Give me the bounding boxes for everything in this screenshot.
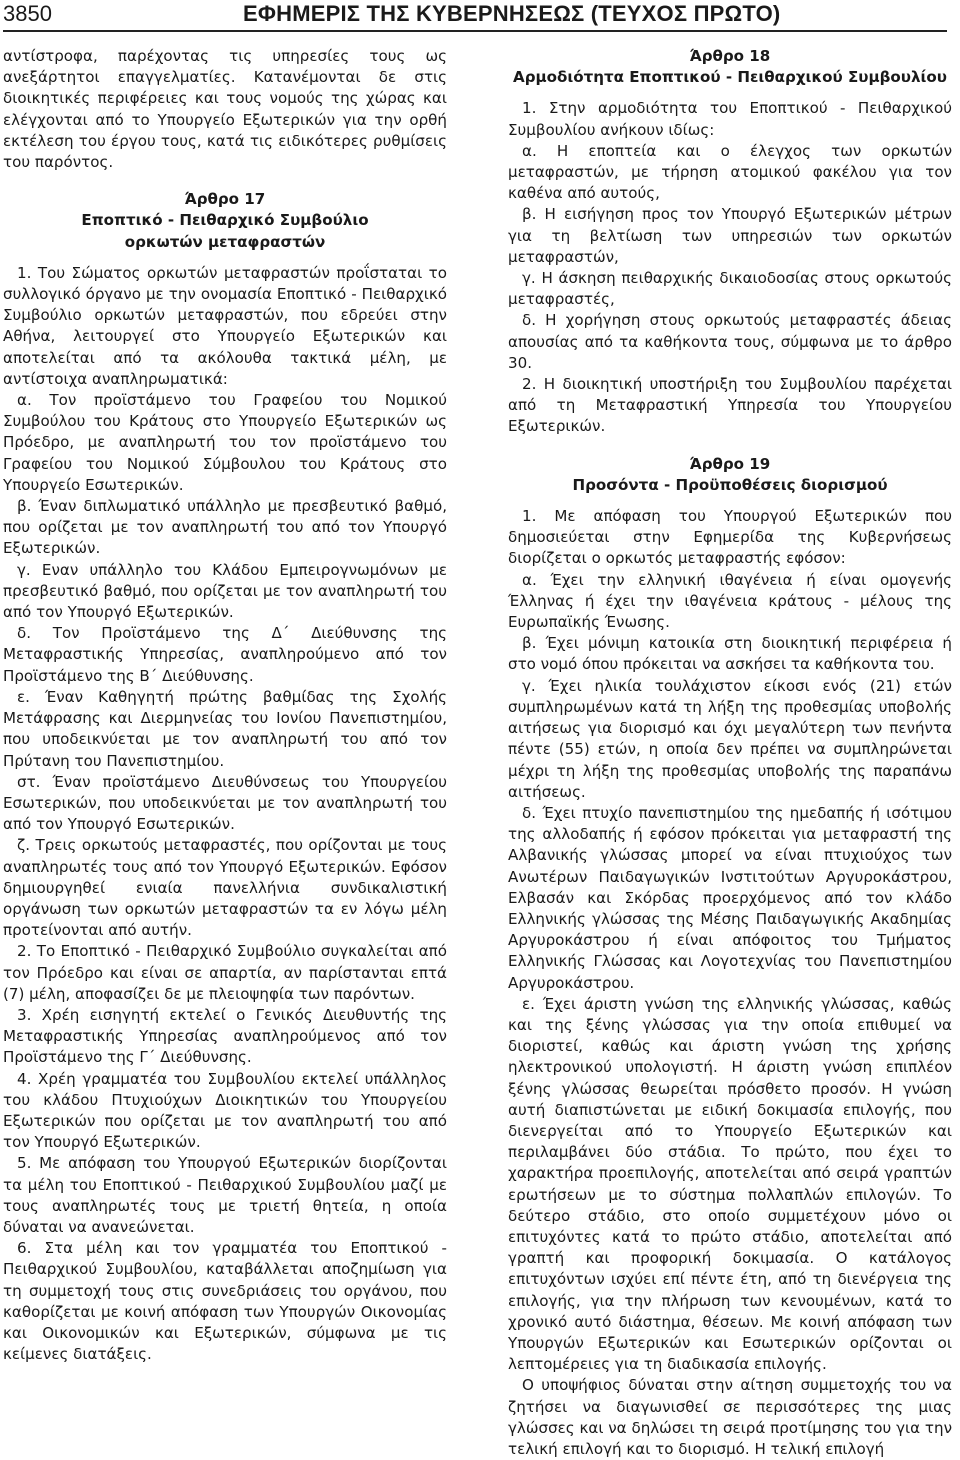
article-19-item-d: δ. Έχει πτυχίο πανεπιστημίου της ημεδαπής ή ισότιμου της αλλοδαπής ή εφόσον πρόκειται για μεταφραστή της Αλβανικής γλώσσας μπορεί να είναι πτυχιούχος των Ανωτέρων Παιδαγωγικών Ινστιτούτων Αργυροκάστρου, Ελβασάν και Σκόρδας προερχόμενος από τον κλάδο Ελληνικής γλώσσας της Μέσης Παιδαγωγικής Ακαδημίας Αργυροκάστρου ή είναι απόφοιτος του Τμήματος Ελληνικής Γλώσσας και Λογοτεχνίας του Πανεπιστημίου Αργυροκάστρου.	[508, 803, 952, 992]
article-19-number: Άρθρο 19	[689, 454, 771, 473]
article-17-paragraph-4: 4. Χρέη γραμματέα του Συμβουλίου εκτελεί υπάλληλος του κλάδου Πτυχιούχων Διοικητικών του Υπουργείου Εξωτερικών που ορίζεται με τον αναπληρωτή του από τον Υπουργό Εξωτερικών.	[3, 1069, 447, 1152]
article-17-paragraph-3: 3. Χρέη εισηγητή εκτελεί ο Γενικός Διευθυντής της Μεταφραστικής Υπηρεσίας αναπληρούμενος από τον Προϊστάμενο της Γ΄ Διεύθυνσης.	[3, 1005, 447, 1067]
article-17-item-b: β. Έναν διπλωματικό υπάλληλο με πρεσβευτικό βαθμό, που ορίζεται με τον αναπληρωτή του από τον Υπουργό Εξωτερικών.	[3, 497, 447, 558]
article-18-item-b: β. Η εισήγηση προς τον Υπουργό Εξωτερικών μέτρων για τη βελτίωση των υπηρεσιών των ορκωτών μεταφραστών,	[508, 205, 952, 266]
page-number: 3850	[3, 1, 52, 26]
article-18-title: Αρμοδιότητα Εποπτικού - Πειθαρχικού Συμβουλίου	[513, 68, 947, 87]
article-19-item-c: γ. Έχει ηλικία τουλάχιστον είκοσι ενός (21) ετών συμπληρωμένων κατά τη λήξη της προθεσμίας υποβολής αιτήσεως για διορισμό και όχι μεγαλύτερη των πενήντα πέντε (55) ετών, η οποία δεν πρέπει να συμπληρώνεται μέχρι τη λήξη της προθεσμίας υποβολής της παραπάνω αιτήσεως.	[508, 676, 952, 801]
article-19-candidate-paragraph: Ο υποψήφιος δύναται στην αίτηση συμμετοχής του να ζητήσει να διαγωνισθεί σε περισσότερες της μιας γλώσσες και να δηλώσει τη σειρά προτίμησης του για την τελική επιλογή και το διορισμό. Η τελική επιλογή	[508, 1376, 952, 1458]
article-17-paragraph-6: 6. Στα μέλη και τον γραμματέα του Εποπτικού - Πειθαρχικού Συμβουλίου, καταβάλλεται αποζημίωση για τη συμμετοχή τους στις συνεδριάσεις του οργάνου, που καθορίζεται με κοινή απόφαση των Υπουργών Οικονομίας και Οικονομικών και Εξωτερικών, σύμφωνα με τις κείμενες διατάξεις.	[3, 1239, 447, 1364]
article-19-item-e: ε. Έχει άριστη γνώση της ελληνικής γλώσσας, καθώς και της ξένης γλώσσας για την οποία επιθυμεί να διοριστεί, καθώς και άριστη γνώση της χρήσης ηλεκτρονικού υπολογιστή. Η άριστη γνώση επιπλέον ξένης γλώσσας θεωρείται πρόσθετο προσόν. Η γνώση αυτή διαπιστώνεται με ειδική δοκιμασία επιλογής, που διενεργείται από το Υπουργείο Εξωτερικών και περιλαμβάνει δύο στάδια. Το πρώτο, που έχει το χαρακτήρα προεπιλογής, αποτελείται από σειρά γραπτών ερωτήσεων με το σύστημα πολλαπλών επιλογών. Το δεύτερο στάδιο, στο οποίο συμμετέχουν μόνο οι επιτυχόντες κατά το πρώτο στάδιο, αποτελείται από γραπτή και προφορική δοκιμασία. Ο κατάλογος επιτυχόντων ισχύει επί πέντε έτη, από τη διενέργεια της επιλογής, για την πλήρωση των κενουμένων, κατά το χρονικό αυτό διάστημα, θέσεων. Με κοινή απόφαση των Υπουργών Εξωτερικών και Εσωτερικών ορίζονται οι λεπτομέρειες για τη διαδικασία επιλογής.	[508, 994, 952, 1374]
left-column	[3, 46, 447, 1365]
gazette-title: ΕΦΗΜΕΡΙΣ ΤΗΣ ΚΥΒΕΡΝΗΣΕΩΣ (ΤΕΥΧΟΣ ΠΡΩΤΟ)	[243, 1, 781, 26]
article-17-title-line-2: ορκωτών μεταφραστών	[124, 232, 326, 251]
article-17-item-st: στ. Έναν προϊστάμενο Διευθύνσεως του Υπουργείου Εσωτερικών, που υποδεικνύεται με τον αναπληρωτή του από τον Υπουργό Εσωτερικών.	[3, 772, 447, 834]
article-17-paragraph-5: 5. Με απόφαση του Υπουργού Εξωτερικών διορίζονται τα μέλη του Εποπτικού - Πειθαρχικού Συμβουλίου μαζί με τους αναπληρωτές τους με τριετή θητεία, η οποία δύναται να ανανεώνεται.	[3, 1154, 447, 1236]
article-18-paragraph-1: 1. Στην αρμοδιότητα του Εποπτικού - Πειθαρχικού Συμβουλίου ανήκουν ιδίως:	[508, 99, 952, 139]
article-17-item-d: δ. Τον Προϊστάμενο της Δ΄ Διεύθυνσης της Μεταφραστικής Υπηρεσίας, αναπληρούμενο από τον Προϊστάμενο της Β΄ Διεύθυνσης.	[3, 624, 447, 685]
article-19-title: Προσόντα - Προϋποθέσεις διορισμού	[572, 475, 888, 494]
article-17-item-c: γ. Εναν υπάλληλο του Κλάδου Εμπειρογνωμόνων με πρεσβευτικό βαθμό, που ορίζεται με τον αναπληρωτή του από τον Υπουργό Εξωτερικών.	[3, 560, 447, 622]
intro-paragraph: αντίστροφα, παρέχοντας τις υπηρεσίες τους ως ανεξάρτητοι επαγγελματίες. Κατανέμονται δε στις διοικητικές περιφέρειες και τους νομούς της χώρας και ελέγχονται από το Υπουργείο Εξωτερικών για την ορθή εκτέλεση του έργου τους, κατά τις ειδικότερες ρυθμίσεις του παρόντος.	[3, 47, 447, 172]
article-17-item-a: α. Τον προϊστάμενο του Γραφείου του Νομικού Συμβούλου του Κράτους στο Υπουργείο Εξωτερικών ως Πρόεδρο, με αναπληρωτή του τον προϊστάμενο του Γραφείου του Νομικού Σύμβουλου του Κράτους στο Υπουργείο Εσωτερικών.	[3, 391, 447, 494]
article-17-item-e: ε. Έναν Καθηγητή πρώτης βαθμίδας της Σχολής Μετάφρασης και Διερμηνείας του Ιονίου Πανεπιστημίου, που υποδεικνύεται με τον αναπληρωτή του από τον Πρύτανη του Πανεπιστημίου.	[3, 687, 447, 770]
page-header	[3, 0, 947, 32]
article-18-paragraph-2: 2. Η διοικητική υποστήριξη του Συμβουλίου παρέχεται από τη Μεταφραστική Υπηρεσία του Υπουργείου Εξωτερικών.	[508, 375, 952, 436]
article-19-item-b: β. Έχει μόνιμη κατοικία στη διοικητική περιφέρεια ή στο νομό όπου πρόκειται να ασκήσει τα καθήκοντα του.	[508, 634, 952, 674]
article-17-item-z: ζ. Τρεις ορκωτούς μεταφραστές, που ορίζονται με τους αναπληρωτές τους από τον Υπουργό Εξωτερικών. Εφόσον δημιουργηθεί ενιαία πανελλήνια συνδικαλιστική οργάνωση των ορκωτών μεταφραστών τα εν λόγω μέλη προτείνονται από αυτήν.	[3, 836, 447, 940]
article-18-item-a: α. Η εποπτεία και ο έλεγχος των ορκωτών μεταφραστών, με τήρηση ατομικού φακέλου για τον καθένα από αυτούς,	[508, 141, 952, 203]
article-18-item-c: γ. Η άσκηση πειθαρχικής δικαιοδοσίας στους ορκωτούς μεταφραστές,	[508, 269, 952, 309]
article-19-item-a: α. Έχει την ελληνική ιθαγένεια ή είναι ομογενής Έλληνας ή έχει την ιθαγένεια κράτους - μέλους της Ευρωπαϊκής Ένωσης.	[508, 570, 952, 632]
article-18-number: Άρθρο 18	[689, 47, 771, 65]
right-column	[508, 46, 952, 1460]
article-17-paragraph-2: 2. Το Εποπτικό - Πειθαρχικό Συμβούλιο συγκαλείται από τον Πρόεδρο και είναι σε απαρτία, αν παρίστανται επτά (7) μέλη, αποφασίζει δε με πλειοψηφία των παρόντων.	[3, 942, 447, 1003]
header-rule	[3, 30, 947, 32]
article-17-title-line-1: Εποπτικό - Πειθαρχικό Συμβούλιο	[81, 211, 369, 230]
article-19-paragraph-1: 1. Με απόφαση του Υπουργού Εξωτερικών που δημοσιεύεται στην Εφημερίδα της Κυβερνήσεως διορίζεται ο ορκωτός μεταφραστής εφόσον:	[508, 507, 952, 568]
article-17-number: Άρθρο 17	[184, 190, 266, 209]
article-18-item-d: δ. Η χορήγηση στους ορκωτούς μεταφραστές άδειας απουσίας από τα καθήκοντα τους, σύμφωνα με το άρθρο 30.	[508, 311, 952, 372]
article-17-paragraph-1: 1. Του Σώματος ορκωτών μεταφραστών προΐσταται το συλλογικό όργανο με την ονομασία Εποπτικό - Πειθαρχικό Συμβούλιο ορκωτών μεταφραστών, που εδρεύει στην Αθήνα, λειτουργεί στο Υπουργείο Εξωτερικών και αποτελείται από τα ακόλουθα τακτικά μέλη, με αντίστοιχα αναπληρωματικά:	[3, 263, 447, 388]
